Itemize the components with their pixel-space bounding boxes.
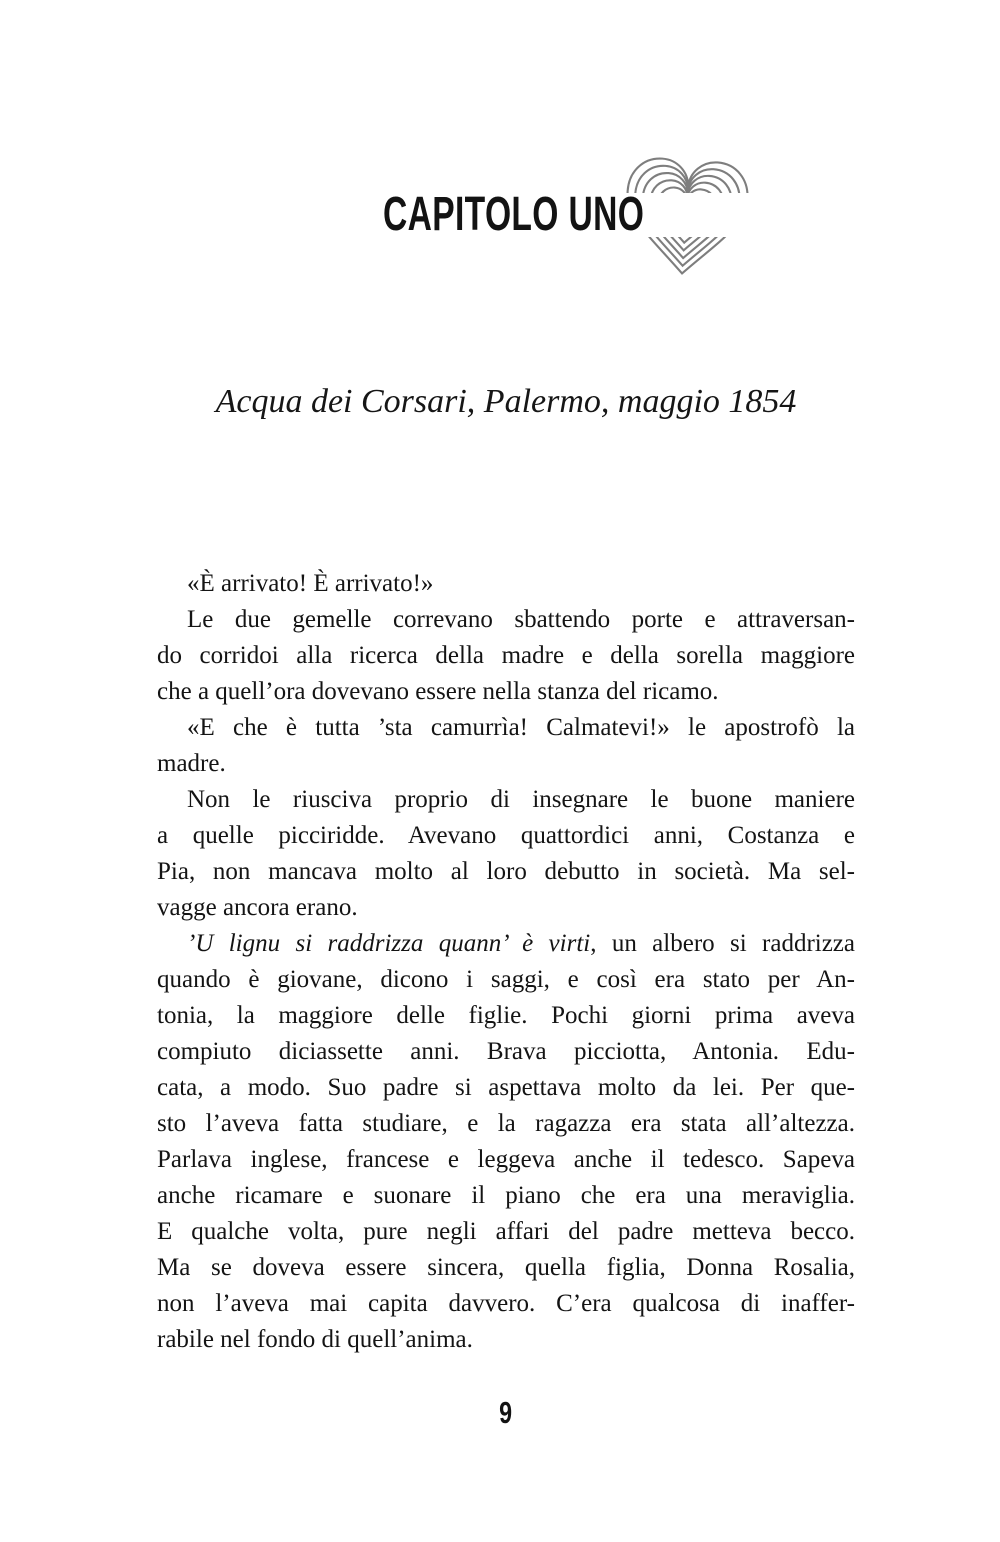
body-text-segment: Pia, non mancava molto al loro debutto in società. Ma sel- [157,858,855,885]
body-text-line [157,1142,855,1178]
body-text-line [157,674,855,710]
body-text-segment: anche ricamare e suonare il piano che era una meraviglia. [157,1182,855,1209]
body-text [157,566,855,1358]
chapter-title-text: CAPITOLO UNO [383,188,645,241]
body-text-segment: vagge ancora erano. [157,894,358,921]
body-text-segment: «È arrivato! È arrivato!» [187,570,434,597]
body-text-line [157,566,855,602]
body-text-segment: E qualche volta, pure negli affari del padre metteva becco. [157,1218,855,1245]
body-text-segment: Le due gemelle correvano sbattendo porte e attraversan- [187,606,855,633]
body-text-segment: Ma se doveva essere sincera, quella figlia, Donna Rosalia, [157,1254,855,1281]
body-text-segment: do corridoi alla ricerca della madre e della sorella maggiore [157,642,855,669]
body-text-segment: rabile nel fondo di quell’anima. [157,1326,473,1353]
body-text-line [157,1286,855,1322]
body-text-segment: sto l’aveva fatta studiare, e la ragazza era stata all’altezza. [157,1110,855,1137]
chapter-title [383,188,818,241]
body-text-line [157,1250,855,1286]
body-text-line [157,1178,855,1214]
body-text-line [157,890,855,926]
body-text-line [157,926,855,962]
body-text-line [157,854,855,890]
body-text-segment: tonia, la maggiore delle figlie. Pochi giorni prima aveva [157,1002,855,1029]
page-number-text: 9 [499,1395,513,1430]
body-text-line [157,1070,855,1106]
body-text-segment: Non le riusciva proprio di insegnare le buone maniere [187,786,855,813]
body-text-line [157,818,855,854]
body-text-line [157,746,855,782]
body-text-line [157,602,855,638]
body-text-line [157,1322,855,1358]
body-text-line [157,1214,855,1250]
body-text-segment: a quelle picciridde. Avevano quattordici anni, Costanza e [157,822,855,849]
body-text-line [157,782,855,818]
page-number [157,1396,855,1430]
body-text-segment: madre. [157,750,226,777]
body-text-line [157,998,855,1034]
body-text-line [157,1106,855,1142]
body-text-segment: «E che è tutta ’sta camurrìa! Calmatevi!» le apostrofò la [187,714,855,741]
body-text-segment: , un albero si raddrizza [590,930,856,957]
body-text-segment: quando è giovane, dicono i saggi, e così era stato per An- [157,966,855,993]
body-text-line [157,710,855,746]
body-text-segment: non l’aveva mai capita davvero. C’era qualcosa di inaffer- [157,1290,855,1317]
body-text-line [157,1034,855,1070]
body-text-line [157,962,855,998]
body-text-line [157,638,855,674]
body-text-segment: Parlava inglese, francese e leggeva anche il tedesco. Sapeva [157,1146,855,1173]
body-text-italic-segment: ’U lignu si raddrizza quann’ è virti [187,930,591,957]
body-text-segment: che a quell’ora dovevano essere nella stanza del ricamo. [157,678,719,705]
body-text-segment: compiuto diciassette anni. Brava picciotta, Antonia. Edu- [157,1038,855,1065]
dateline: Acqua dei Corsari, Palermo, maggio 1854 [215,383,797,420]
body-text-segment: cata, a modo. Suo padre si aspettava molto da lei. Per que- [157,1074,855,1101]
